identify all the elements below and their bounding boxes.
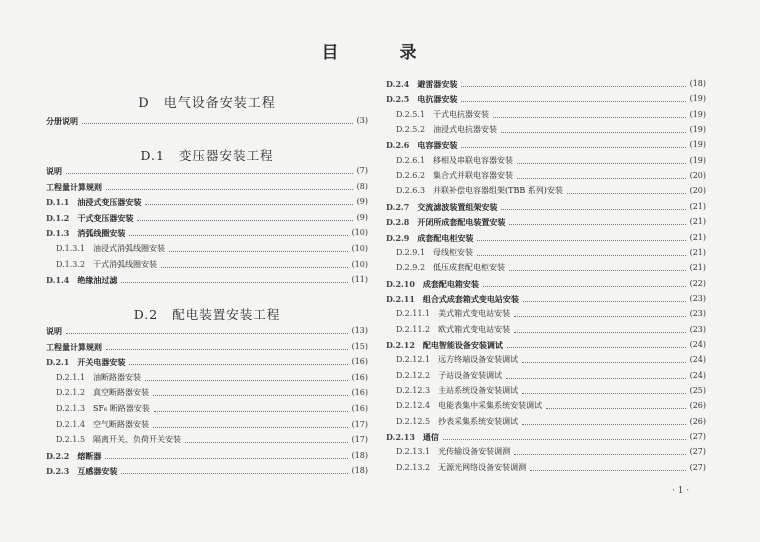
toc-entry-page: (10) [351,259,368,269]
toc-entry-number: D.1.4 [46,275,70,286]
toc-entry-title: 欧式箱式变电站安装 [438,324,511,334]
dot-leader [501,131,686,133]
dot-leader [121,281,347,283]
toc-entry-title: 油浸式电抗器安装 [433,125,498,135]
toc-entry-title: 电能表集中采集系统安装调试 [438,401,543,411]
toc-entry-number: D.1.3.1 [56,244,86,253]
dot-leader [185,441,348,443]
toc-entry-title: 主站系统设备安装调试 [438,386,519,395]
toc-entry-number: D.2.7 [386,201,410,212]
section-heading-text: 电气设备安装工程 [163,96,276,111]
toc-entry-page: (27) [689,462,706,472]
toc-entry-number: D.2.1.5 [56,435,86,445]
toc-entry-number: D.2.1.1 [56,372,86,382]
toc-entry-number: D.2.13.1 [396,447,431,457]
toc-entry-title: 并联补偿电容器组架(TBB 系列)安装 [433,186,563,196]
toc-entry-page: (24) [689,370,706,380]
toc-entry-page: (17) [351,419,368,429]
dot-leader [145,203,352,205]
dot-leader [129,234,347,236]
toc-entry-page: (9) [356,197,368,207]
toc-entry-title: 干式电抗器安装 [433,109,490,119]
dot-leader [66,332,348,334]
dot-leader [514,453,685,455]
dot-leader [517,162,686,164]
toc-entry [46,370,368,386]
toc-entry [46,163,368,179]
toc-entry-page: (20) [689,171,706,181]
toc-entry-title: SF₆ 断路器安装 [93,404,150,413]
dot-leader [129,363,347,365]
toc-entry-page: (7) [356,166,368,175]
dot-leader [461,85,685,87]
dot-leader [509,269,686,271]
toc-entry-page: (16) [351,388,368,398]
dot-leader [506,377,685,379]
toc-entry [386,137,706,153]
dot-leader [523,300,686,302]
toc-entry-page: (10) [351,244,368,253]
toc-entry-title: 干式消弧线圈安装 [93,259,158,269]
toc-entry [386,122,706,138]
toc-entry-title: 工程量计算规则 [46,341,102,352]
dot-leader [509,223,685,225]
toc-entry-title: 开关电器安装 [77,357,126,368]
toc-entry [386,183,706,199]
toc-entry-number: D.2.12.4 [396,401,431,411]
toc-entry-title: 说明 [46,326,62,336]
toc-entry [386,245,706,261]
toc-entry-title: 油浸式消弧线圈安装 [93,244,166,253]
dot-leader [507,346,686,348]
toc-entry-number: D.1.2 [46,212,70,223]
toc-entry-number: D.2.10 [386,278,415,289]
toc-entry-page: (27) [689,447,706,457]
toc-entry-number: D.2.12.5 [396,416,431,426]
toc-entry-number: D.2.12.1 [396,355,431,365]
section-heading [46,92,368,111]
toc-entry [386,383,706,399]
toc-entry-title: 成套配电箱安装 [422,278,479,289]
toc-entry-page: (19) [689,94,706,104]
toc-entry-number: D.2.11.2 [396,324,431,334]
toc-entry-title: 集合式并联电容器安装 [433,171,514,181]
toc-entry [46,448,368,464]
toc-entry-page: (19) [689,155,706,165]
toc-entry [46,113,368,129]
toc-entry-title: 分册说明 [46,116,78,126]
toc-entry-title: 油浸式变压器安装 [77,197,142,208]
toc-entry-title: 交流滤波装置组架安装 [417,201,498,212]
toc-entry-number: D.2.13.2 [396,462,431,472]
toc-entry-page: (18) [351,450,368,460]
toc-entry-page: (13) [351,326,368,335]
toc-entry [386,107,706,123]
toc-entry [386,444,706,460]
toc-entry-page: (27) [689,432,706,442]
toc-entry-title: 电抗器安装 [417,94,458,105]
toc-entry-title: 组合式成套箱式变电站安装 [422,293,519,304]
toc-entry-page: (22) [689,278,706,288]
toc-entry-number: D.2.13 [386,432,415,443]
toc-entry-page: (15) [351,341,368,351]
dot-leader [546,407,685,409]
toc-entry-number: D.2.6 [386,140,410,151]
toc-entry-page: (24) [689,339,706,349]
toc-entry [46,194,368,210]
toc-entry-page: (26) [689,416,706,426]
toc-entry-page: (18) [689,79,706,88]
dot-leader [517,177,686,179]
toc-entry [386,214,706,230]
toc-entry-number: D.2.4 [386,79,410,89]
dot-leader [461,100,685,102]
toc-entry [46,225,368,241]
dot-leader [169,250,348,252]
toc-entry-title: 说明 [46,166,62,176]
toc-entry-title: 光传输设备安装调测 [438,447,511,457]
toc-entry-title: 通信 [422,432,439,443]
toc-entry [386,260,706,276]
section-heading-number: D.2 [133,307,159,322]
toc-entry-page: (21) [689,217,706,227]
dot-leader [137,219,352,221]
toc-entry-number: D.1.1 [46,197,70,208]
toc-entry-title: 低压成套配电柜安装 [433,263,506,273]
toc-entry-title: 干式变压器安装 [77,212,134,223]
dot-leader [501,208,685,210]
toc-entry-page: (19) [689,140,706,150]
toc-entry-number: D.2.1.4 [56,419,86,429]
section-heading [46,146,368,164]
dot-leader [145,379,348,381]
toc-entry-number: D.2.2 [46,450,70,461]
dot-leader [161,266,348,268]
toc-entry-number: D.2.5.1 [396,109,426,119]
dot-leader [477,239,685,241]
toc-entry-page: (10) [351,228,368,238]
dot-leader [567,192,686,194]
toc-entry [46,272,368,288]
toc-entry [386,168,706,184]
toc-entry [386,368,706,384]
toc-entry-number: D.2.1.3 [56,404,86,413]
toc-entry-title: 远方终端设备安装调试 [438,355,519,365]
toc-entry [386,306,706,322]
toc-entry-page: (16) [351,404,368,413]
toc-entry-title: 工程量计算规则 [46,181,102,192]
toc-entry-page: (23) [689,324,706,334]
toc-entry [46,257,368,273]
toc-entry [386,91,706,107]
toc-entry [46,401,368,417]
toc-entry-page: (23) [689,309,706,319]
dot-leader [514,315,685,317]
toc-entry [386,429,706,445]
page-title: 目 录 [321,43,439,63]
section-heading-number: D [138,96,150,111]
toc-entry-title: 油断路器安装 [93,372,142,382]
toc-entry-title: 无源光网络设备安装调测 [438,462,527,472]
toc-entry-title: 绝缘油过滤 [77,275,118,286]
toc-entry-page: (21) [689,232,706,242]
dot-leader [461,146,685,148]
toc-entry [386,276,706,292]
toc-entry [386,76,706,92]
dot-leader [530,469,685,471]
toc-entry [386,460,706,476]
dot-leader [106,188,353,190]
toc-entry-title: 成套配电柜安装 [417,232,474,243]
section-heading-text: 配电装置安装工程 [172,307,281,322]
toc-entry [386,414,706,430]
dot-leader [514,331,685,333]
toc-entry-number: D.2.12.2 [396,370,431,380]
toc-entry-page: (21) [689,263,706,273]
dot-leader [154,410,348,412]
toc-entry-page: (3) [356,116,368,125]
dot-leader [493,116,686,118]
dot-leader [105,457,347,459]
dot-leader [522,392,685,394]
dot-leader [477,254,686,256]
dot-leader [522,361,685,363]
toc-entry [386,337,706,353]
toc-entry-page: (21) [689,201,706,211]
toc-entry-number: D.2.5 [386,94,410,105]
toc-entry-page: (24) [689,355,706,365]
toc-entry-page: (17) [351,435,368,445]
toc-entry-number: D.2.6.1 [396,155,426,165]
toc-entry-page: (18) [351,466,368,476]
dot-leader [443,438,686,440]
toc-entry-page: (20) [689,186,706,196]
dot-leader [153,426,348,428]
toc-entry-title: 熔断器 [77,450,102,461]
dot-leader [522,423,685,425]
toc-entry [46,241,368,257]
page-number: · 1 · [672,486,690,496]
toc-entry [46,323,368,339]
toc-entry [386,199,706,215]
toc-entry-page: (26) [689,401,706,411]
toc-entry [46,385,368,401]
dot-leader [106,348,348,350]
section-heading-text: 变压器安装工程 [179,148,274,163]
toc-entry-number: D.2.9.1 [396,247,426,257]
toc-entry-number: D.1.3.2 [56,259,86,269]
toc-entry-number: D.2.11 [386,293,415,304]
section-heading [46,305,368,323]
toc-entry [46,179,368,195]
toc-entry-number: D.2.12.3 [396,386,431,395]
toc-entry-number: D.2.1 [46,357,70,368]
toc-entry-title: 配电智能设备安装调试 [422,339,503,350]
toc-entry-title: 美式箱式变电站安装 [438,309,511,319]
toc-entry-number: D.2.9 [386,232,410,243]
dot-leader [153,394,348,396]
toc-entry-title: 抄表采集系统安装调试 [438,416,519,426]
toc-entry-number: D.2.3 [46,466,70,477]
toc-entry-page: (19) [689,125,706,135]
toc-entry-title: 开闭所成套配电装置安装 [417,217,506,228]
toc-entry [386,322,706,338]
toc-entry [386,291,706,307]
toc-entry-title: 移相及串联电容器安装 [433,155,514,165]
toc-entry [46,432,368,448]
toc-entry [46,210,368,226]
toc-entry-number: D.2.8 [386,217,410,228]
toc-entry-title: 避雷器安装 [417,79,458,89]
toc-entry-number: D.2.1.2 [56,388,86,398]
section-heading-number: D.1 [140,148,165,163]
toc-entry-title: 互感器安装 [77,466,118,477]
toc-entry-page: (23) [689,293,706,303]
toc-entry-page: (11) [351,275,368,285]
toc-entry-title: 电容器安装 [417,140,458,151]
toc-entry-title: 空气断路器安装 [93,419,150,429]
toc-entry-title: 子站设备安装调试 [438,370,503,380]
dot-leader [483,285,686,287]
toc-entry-number: D.2.9.2 [396,263,426,273]
toc-entry-title: 真空断路器安装 [93,388,150,398]
dot-leader [82,122,353,124]
toc-entry-page: (16) [351,372,368,382]
toc-entry-number: D.2.6.3 [396,186,426,196]
toc-entry [386,230,706,246]
toc-entry-page: (16) [351,357,368,367]
toc-entry-number: D.2.12 [386,339,415,350]
toc-entry-number: D.2.6.2 [396,171,426,181]
toc-entry-page: (9) [356,212,368,222]
dot-leader [66,172,353,174]
toc-entry-page: (21) [689,247,706,257]
toc-entry-title: 消弧线圈安装 [77,228,126,239]
toc-entry [386,398,706,414]
toc-entry-title: 母线柜安装 [433,247,474,257]
toc-entry-title: 隔离开关、负荷开关安装 [93,435,182,445]
toc-entry [46,463,368,479]
toc-entry-page: (19) [689,109,706,119]
toc-entry-number: D.2.11.1 [396,309,431,319]
toc-entry-number: D.1.3 [46,228,70,239]
toc-entry [46,354,368,370]
toc-entry-page: (25) [689,386,706,395]
toc-entry [386,352,706,368]
toc-entry-page: (8) [356,181,368,191]
dot-leader [121,472,347,474]
toc-entry [46,339,368,355]
toc-entry [46,417,368,433]
toc-entry [386,153,706,169]
toc-entry-number: D.2.5.2 [396,125,426,135]
